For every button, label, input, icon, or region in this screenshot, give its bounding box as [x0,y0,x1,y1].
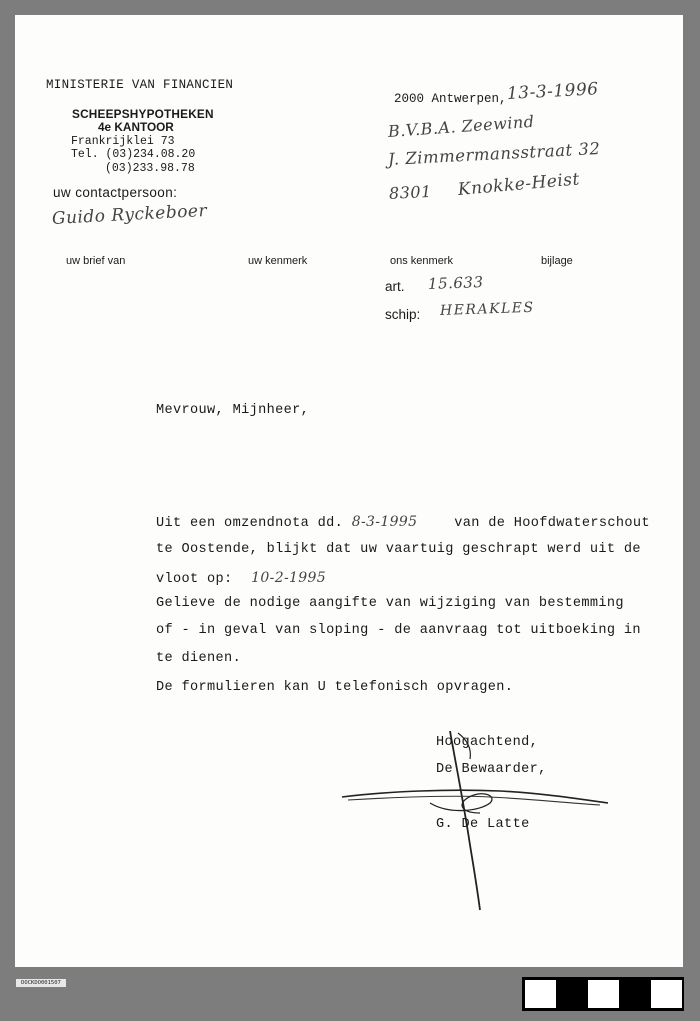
your-letter-label: uw brief van [66,255,126,267]
article-label: art. [385,279,405,294]
place: 2000 Antwerpen, [394,92,507,106]
office-phone-2: (03)233.98.78 [105,162,195,175]
closing-greeting: Hoogachtend, [436,735,539,750]
removal-date-handwritten: 10-2-1995 [251,570,327,586]
recipient-city: Knokke-Heist [457,169,581,200]
contact-label: uw contactpersoon: [53,185,178,200]
office-street: Frankrijklei 73 [71,135,175,148]
body-line-2: te Oostende, blijkt dat uw vaartuig geschrapt werd uit de [156,542,641,557]
body-line-5: of - in geval van sloping - de aanvraag tot uitboeking in [156,623,641,638]
ship-name-handwritten: HERAKLES [439,299,535,319]
contact-name-handwritten: Guido Ryckeboer [51,200,208,229]
article-number-handwritten: 15.633 [427,273,484,293]
closing-role: De Bewaarder, [436,762,547,777]
salutation: Mevrouw, Mijnheer, [156,403,310,418]
body-line-1 [156,514,650,531]
office-name: 4e KANTOOR [98,120,174,134]
scan-calibration-strip [522,977,684,1011]
body-line-7: De formulieren kan U telefonisch opvragen. [156,680,514,695]
memo-date-handwritten: 8-3-1995 [351,514,418,530]
recipient-postal-code: 8301 [388,181,433,203]
your-reference-label: uw kenmerk [248,255,308,267]
our-reference-label: ons kenmerk [390,255,453,267]
ministry-name: MINISTERIE VAN FINANCIEN [46,78,234,92]
body-line-6: te dienen. [156,651,242,666]
signatory-name: G. De Latte [436,817,530,832]
signature-hook [458,733,470,759]
attachment-label: bijlage [541,255,573,267]
ship-label: schip: [385,307,421,322]
strip-white-block [588,980,619,1008]
strip-white-block [651,980,682,1008]
strip-white-block [525,980,556,1008]
recipient-name: B.V.B.A. Zeewind [387,111,535,141]
archive-barcode-label: DOCKDO001507 [16,979,66,987]
body-line-3-start: vloot op: [156,572,233,587]
body-line-1-start: Uit een omzendnota dd. [156,516,344,531]
body-line-4: Gelieve de nodige aangifte van wijziging van bestemming [156,596,624,611]
body-line-3 [156,570,326,587]
handwritten-signature [330,725,620,915]
date-handwritten: 13-3-1996 [506,79,600,104]
signature-vertical-stroke [450,731,480,910]
office-phone-1: Tel. (03)234.08.20 [71,148,196,161]
body-line-1-end: van de Hoofdwaterschout [454,516,650,531]
recipient-street: J. Zimmermansstraat 32 [387,138,601,169]
department-name: SCHEEPSHYPOTHEKEN [72,107,214,121]
